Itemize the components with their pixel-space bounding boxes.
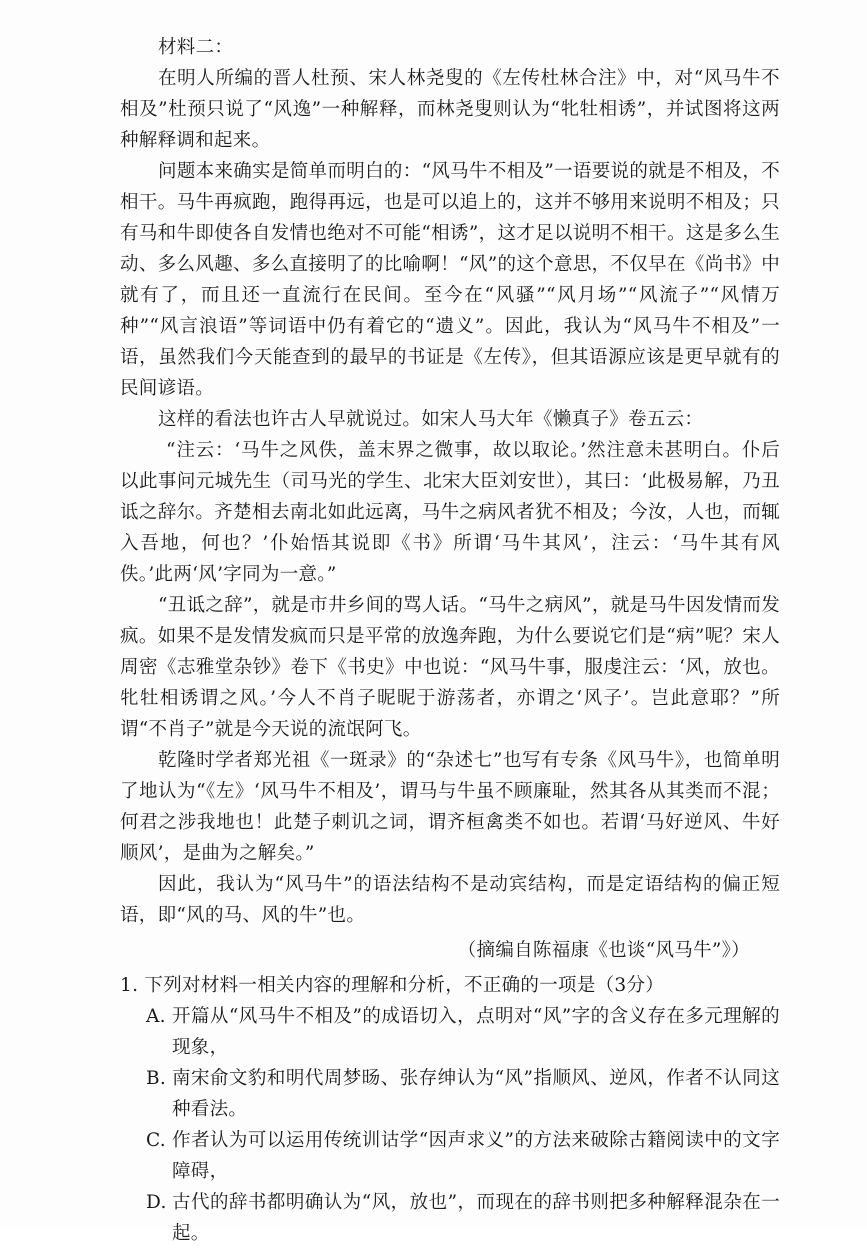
option-a[interactable] xyxy=(120,1001,780,1063)
paragraph-2: 问题本来确实是简单而明白的：“风马牛不相及”一语要说的就是不相及，不相干。马牛再疯跑，跑得再远，也是可以追上的，这并不够用来说明不相及；只有马和牛即使各自发情也绝对不可能“相诱”，这才足以说明不相干。这是多么生动、多么风趣、多么直接明了的比喻啊！“风”的这个意思，不仅早在《尚书》中就有了，而且还一直流行在民间。至今在“风骚”“风月场”“风流子”“风情万种”“风言浪语”等词语中仍有着它的“遗义”。因此，我认为“风马牛不相及”一语，虽然我们今天能查到的最早的书证是《左传》，但其语源应该是更早就有的民间谚语。 xyxy=(120,161,780,399)
option-text: 作者认为可以运用传统训诂学“因声求义”的方法来破除古籍阅读中的文字障碍， xyxy=(172,1130,780,1182)
option-c[interactable] xyxy=(120,1125,780,1187)
option-letter: B. xyxy=(146,1068,167,1089)
option-letter: C. xyxy=(146,1130,166,1151)
question-stem: 1. 下列对材料一相关内容的理解和分析，不正确的一项是（3分） xyxy=(120,975,665,996)
paragraph-5: 乾隆时学者郑光祖《一斑录》的“杂述七”也写有专条《风马牛》，也简单明了地认为“《左》‘风马牛不相及’，谓马与牛虽不顾廉耻，然其各从其类而不混；何君之涉我地也！此楚子刺讥之词，谓齐桓禽类不如也。若谓‘马好逆风、牛好顺风’，是曲为之解矣。” xyxy=(120,750,780,864)
option-letter: D. xyxy=(146,1192,167,1213)
option-text: 开篇从“风马牛不相及”的成语切入，点明对“风”字的含义存在多元理解的现象， xyxy=(172,1006,780,1058)
reading-material xyxy=(120,32,780,1249)
paragraph-4: “丑诋之辞”，就是市井乡间的骂人话。“马牛之病风”，就是马牛因发情而发疯。如果不是发情发疯而只是平常的放逸奔跑，为什么要说它们是“病”呢？宋人周密《志雅堂杂钞》卷下《书史》中也说：“风马牛事，服虔注云：‘风，放也。牝牡相诱谓之风。’今人不肖子昵昵于游荡者，亦谓之‘风子’。岂此意耶？”所谓“不肖子”就是今天说的流氓阿飞。 xyxy=(120,595,780,740)
paragraph-6: 因此，我认为“风马牛”的语法结构不是动宾结构，而是定语结构的偏正短语，即“风的马、风的牛”也。 xyxy=(120,874,780,926)
source-citation: （摘编自陈福康《也谈“风马牛”》） xyxy=(457,940,750,961)
material-heading: 材料二： xyxy=(158,37,234,58)
option-d[interactable] xyxy=(120,1187,780,1249)
paragraph-3: 这样的看法也许古人早就说过。如宋人马大年《懒真子》卷五云： xyxy=(158,409,704,430)
option-text: 古代的辞书都明确认为“风，放也”，而现在的辞书则把多种解释混杂在一起。 xyxy=(172,1192,780,1244)
paragraph-1: 在明人所编的晋人杜预、宋人林尧叟的《左传杜林合注》中，对“风马牛不相及”杜预只说了“风逸”一种解释，而林尧叟则认为“牝牡相诱”，并试图将这两种解释调和起来。 xyxy=(120,68,780,151)
quote-block: “注云：‘马牛之风佚，盖末界之微事，故以取论。’然注意未甚明白。仆后以此事问元城先生（司马光的学生、北宋大臣刘安世），其曰：‘此极易解，乃丑诋之辞尔。齐楚相去南北如此远离，马牛之病风者犹不相及；今汝，人也，而辄入吾地，何也？’仆始悟其说即《书》所谓‘马牛其风’，注云：‘马牛其有风佚。’此两‘风’字同为一意。” xyxy=(120,440,780,585)
option-b[interactable] xyxy=(120,1063,780,1125)
answer-options xyxy=(120,1001,780,1249)
option-letter: A. xyxy=(146,1006,166,1027)
option-text: 南宋俞文豹和明代周梦旸、张存绅认为“风”指顺风、逆风，作者不认同这种看法。 xyxy=(172,1068,780,1120)
